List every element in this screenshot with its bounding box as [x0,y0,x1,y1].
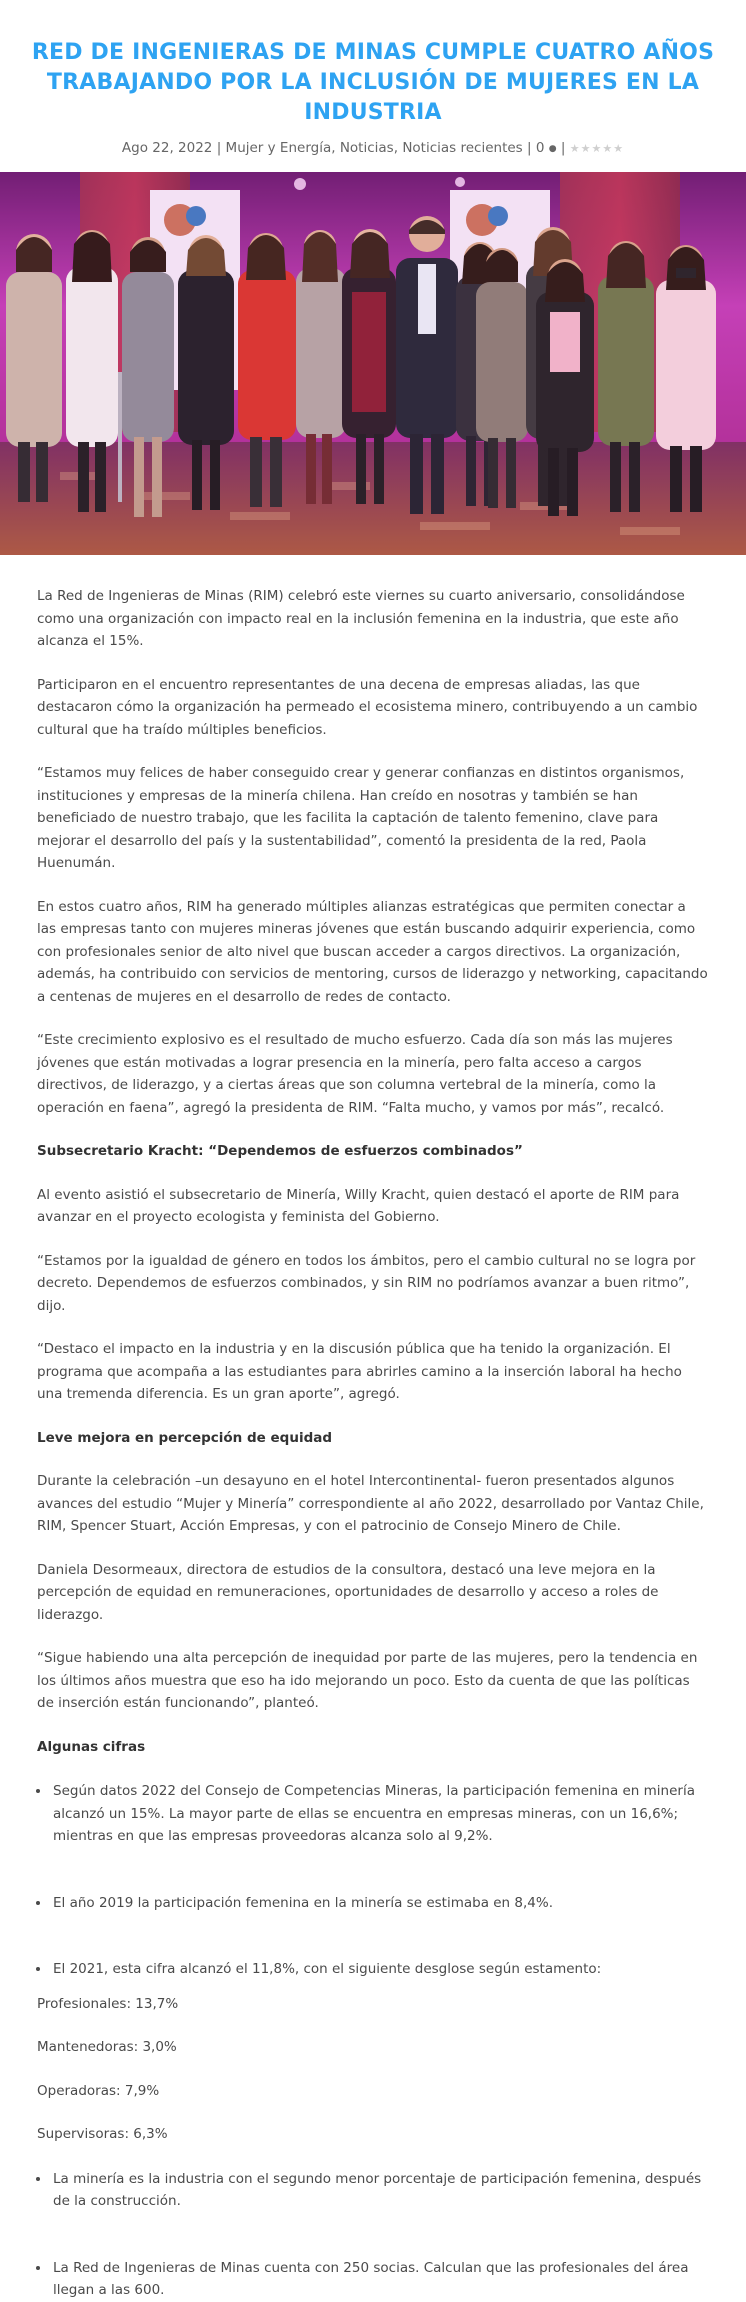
meta-separator: | [560,140,570,156]
article-paragraph: “Estamos por la igualdad de género en todos los ámbitos, pero el cambio cultural no se logra por decreto. Dependemos de esfuerzos combinados, y sin RIM no podríamos avanzar a buen ritmo”, dijo. [37,1252,696,1314]
article-paragraph: La Red de Ingenieras de Minas (RIM) celebró este viernes su cuarto aniversario, consolidándose como una organización con impacto real en la inclusión femenina en la industria, que este año alcanza el 15%. [37,588,685,649]
estamento-line: Mantenedoras: 3,0% [37,2039,177,2055]
article-paragraph: Al evento asistió el subsecretario de Minería, Willy Kracht, quien destacó el aporte de RIM para avanzar en el proyecto ecologista y feminista del Gobierno. [37,1186,680,1225]
category-link-mujer-energia[interactable]: Mujer y Energía [225,140,332,156]
post-title: RED DE INGENIERAS DE MINAS CUMPLE CUATRO AÑOS TRABAJANDO POR LA INCLUSIÓN DE MUJERES EN LA INDUSTRIA [31,40,715,125]
section-heading-equidad: Leve mejora en percepción de equidad [37,1429,333,1446]
estamento-line: Profesionales: 13,7% [37,1995,179,2012]
estamento-line: Operadoras: 7,9% [37,2082,160,2099]
article-body [37,585,709,2302]
list-item: • La minería es la industria con el segundo menor porcentaje de participación femenina, después de la construcción. [51,2168,709,2213]
meta-separator: | [527,140,536,156]
meta-separator: | [216,140,226,156]
list-item: • El 2021, esta cifra alcanzó el 11,8%, con el siguiente desglose según estamento: [51,1958,709,1981]
rating-stars-icon: ★★★★★ [569,142,625,155]
post-header [0,0,746,159]
article-paragraph: “Destaco el impacto en la industria y en la discusión pública que ha tenido la organización. El programa que acompaña a las estudiantes para abrirles camino a la inserción laboral ha hecho una tremenda diferencia. Es un gran aporte”, agregó. [37,1341,682,1402]
category-link-noticias[interactable]: Noticias [339,140,394,156]
hero-photo [0,172,746,555]
category-link-noticias-recientes[interactable]: Noticias recientes [402,140,523,156]
estamento-line: Supervisoras: 6,3% [37,2126,168,2142]
section-heading-cifras: Algunas cifras [37,1738,146,1755]
post-date: Ago 22, 2022 [121,140,213,156]
figures-list-2 [37,2168,709,2302]
group-photo [0,172,746,555]
article-paragraph: En estos cuatro años, RIM ha generado múltiples alianzas estratégicas que permiten conectar a las empresas tanto con mujeres mineras jóvenes que están buscando adquirir experiencia, como con profesionales senior de alto nivel que buscan acceder a cargos directivos. La organización, además, ha contribuido con servicios de mentoring, cursos de liderazgo y networking, capacitando a centenas de mujeres en el desarrollo de redes de contacto. [37,898,708,1005]
comments-count: 0 [535,140,545,156]
comments-link[interactable] [536,140,557,156]
article-paragraph: Durante la celebración –un desayuno en el hotel Intercontinental- fueron presentados algunos avances del estudio “Mujer y Minería” correspondiente al año 2022, desarrollado por Vantaz Chile, RIM, Spencer Stuart, Acción Empresas, y con el patrocinio de Consejo Minero de Chile. [37,1473,704,1534]
article-paragraph: Participaron en el encuentro representantes de una decena de empresas aliadas, las que destacaron cómo la organización ha permeado el ecosistema minero, contribuyendo a un cambio cultural que ha traído múltiples beneficios. [37,676,698,738]
list-item: • Según datos 2022 del Consejo de Competencias Mineras, la participación femenina en minería alcanzó un 15%. La mayor parte de ellas se encuentra en empresas mineras, con un 16,6%; mientras en que las empresas proveedoras alcanza solo al 9,2%. [51,1780,709,1848]
comment-bubble-icon: ● [548,144,557,154]
figures-list [37,1780,709,1981]
article-paragraph: “Sigue habiendo una alta percepción de inequidad por parte de las mujeres, pero la tendencia en los últimos años muestra que eso ha ido mejorando un poco. Esto da cuenta de que las políticas de inserción están funcionando”, planteó. [37,1650,698,1711]
post-meta: Ago 22, 2022 | Mujer y Energía, Noticias, Noticias recientes | 0 ● | ★★★★★ [121,140,625,156]
article-paragraph: “Este crecimiento explosivo es el resultado de mucho esfuerzo. Cada día son más las mujeres jóvenes que están motivadas a lograr presencia en la minería, pero falta acceso a cargos directivos, de liderazgo, y a ciertas áreas que son columna vertebral de la minería, como la operación en faena”, agregó la presidenta de RIM. “Falta mucho, y vamos por más”, recalcó. [37,1032,673,1116]
article-paragraph: “Estamos muy felices de haber conseguido crear y generar confianzas en distintos organismos, instituciones y empresas de la minería chilena. Han creído en nosotras y también se han beneficiado de nuestro trabajo, que les facilita la captación de talento femenino, clave para mejorar el desarrollo del país y la sustentabilidad”, comentó la presidenta de la red, Paola Huenumán. [37,765,685,871]
list-item: • El año 2019 la participación femenina en la minería se estimaba en 8,4%. [51,1892,709,1915]
list-item: • La Red de Ingenieras de Minas cuenta con 250 socias. Calculan que las profesionales del área llegan a las 600. [51,2257,709,2302]
section-heading-kracht: Subsecretario Kracht: “Dependemos de esfuerzos combinados” [37,1143,523,1159]
article-paragraph: Daniela Desormeaux, directora de estudios de la consultora, destacó una leve mejora en la percepción de equidad en remuneraciones, oportunidades de desarrollo y acceso a roles de liderazgo. [37,1561,659,1623]
